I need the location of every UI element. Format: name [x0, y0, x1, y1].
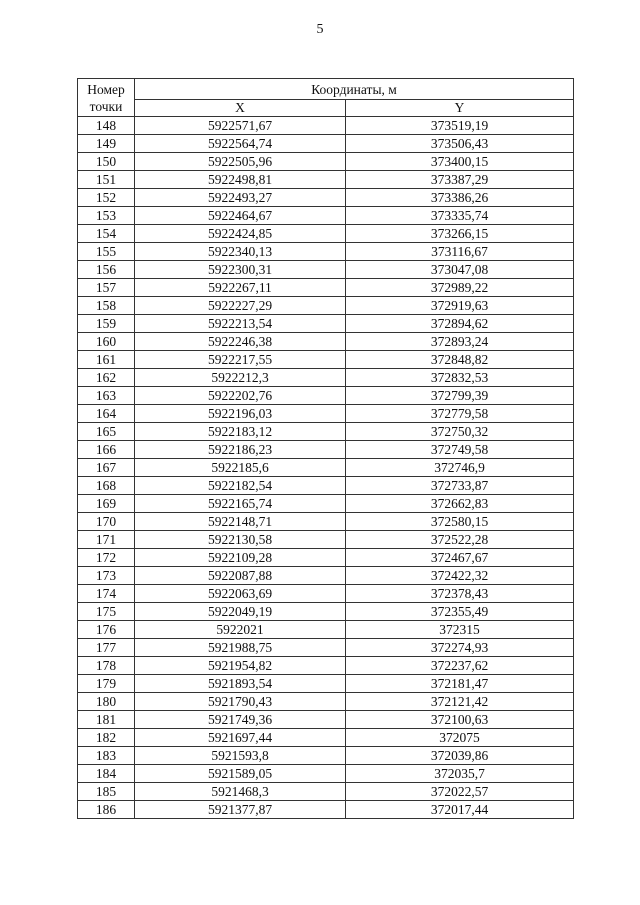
- table-row: [78, 279, 574, 297]
- x-coordinate-cell: 5922063,69: [135, 585, 346, 603]
- table-row: [78, 783, 574, 801]
- x-coordinate-cell: 5922227,29: [135, 297, 346, 315]
- x-coordinate-cell: 5922021: [135, 621, 346, 639]
- x-coordinate-cell: 5922130,58: [135, 531, 346, 549]
- x-coordinate-cell: 5921377,87: [135, 801, 346, 819]
- y-coordinate-cell: 372749,58: [346, 441, 574, 459]
- page-number: 5: [316, 22, 324, 37]
- y-coordinate-cell: 373335,74: [346, 207, 574, 225]
- point-number-cell: 155: [78, 243, 135, 261]
- point-number-cell: 153: [78, 207, 135, 225]
- y-coordinate-cell: 372746,9: [346, 459, 574, 477]
- x-coordinate-cell: 5921988,75: [135, 639, 346, 657]
- point-number-cell: 164: [78, 405, 135, 423]
- x-coordinate-cell: 5922109,28: [135, 549, 346, 567]
- point-number-cell: 161: [78, 351, 135, 369]
- x-coordinate-cell: 5922087,88: [135, 567, 346, 585]
- y-coordinate-cell: 372121,42: [346, 693, 574, 711]
- y-coordinate-cell: 372989,22: [346, 279, 574, 297]
- y-coordinate-cell: 372894,62: [346, 315, 574, 333]
- point-number-cell: 152: [78, 189, 135, 207]
- point-number-cell: 163: [78, 387, 135, 405]
- table-row: [78, 153, 574, 171]
- y-coordinate-cell: 372039,86: [346, 747, 574, 765]
- point-number-cell: 183: [78, 747, 135, 765]
- table-header: [78, 79, 574, 117]
- y-coordinate-cell: 373386,26: [346, 189, 574, 207]
- y-coordinate-cell: 373506,43: [346, 135, 574, 153]
- table-row: [78, 801, 574, 819]
- table-row: [78, 495, 574, 513]
- table-row: [78, 441, 574, 459]
- table-row: [78, 747, 574, 765]
- y-coordinate-cell: 373047,08: [346, 261, 574, 279]
- y-coordinate-cell: 372274,93: [346, 639, 574, 657]
- point-number-cell: 167: [78, 459, 135, 477]
- table-row: [78, 207, 574, 225]
- point-number-cell: 151: [78, 171, 135, 189]
- table-row: [78, 261, 574, 279]
- table-row: [78, 531, 574, 549]
- table-row: [78, 459, 574, 477]
- x-coordinate-cell: 5921790,43: [135, 693, 346, 711]
- y-coordinate-cell: 373387,29: [346, 171, 574, 189]
- point-number-cell: 175: [78, 603, 135, 621]
- table-row: [78, 117, 574, 135]
- point-number-cell: 148: [78, 117, 135, 135]
- point-number-cell: 178: [78, 657, 135, 675]
- table-row: [78, 711, 574, 729]
- table-row: [78, 333, 574, 351]
- table-row: [78, 567, 574, 585]
- table-row: [78, 639, 574, 657]
- table-row: [78, 405, 574, 423]
- y-coordinate-cell: 372779,58: [346, 405, 574, 423]
- y-coordinate-cell: 372832,53: [346, 369, 574, 387]
- point-number-cell: 159: [78, 315, 135, 333]
- x-coordinate-cell: 5922505,96: [135, 153, 346, 171]
- point-number-header: [78, 79, 135, 117]
- table-row: [78, 693, 574, 711]
- x-coordinate-cell: 5921593,8: [135, 747, 346, 765]
- point-number-cell: 179: [78, 675, 135, 693]
- x-coordinate-cell: 5921697,44: [135, 729, 346, 747]
- point-number-cell: 185: [78, 783, 135, 801]
- y-coordinate-cell: 372075: [346, 729, 574, 747]
- y-coordinate-cell: 372035,7: [346, 765, 574, 783]
- point-number-cell: 177: [78, 639, 135, 657]
- x-coordinate-cell: 5922049,19: [135, 603, 346, 621]
- x-coordinate-cell: 5922212,3: [135, 369, 346, 387]
- table-row: [78, 657, 574, 675]
- point-number-cell: 165: [78, 423, 135, 441]
- y-coordinate-cell: 372750,32: [346, 423, 574, 441]
- coordinates-header: Координаты, м: [135, 79, 574, 100]
- y-coordinate-cell: 372378,43: [346, 585, 574, 603]
- x-coordinate-cell: 5922340,13: [135, 243, 346, 261]
- point-number-cell: 168: [78, 477, 135, 495]
- point-number-cell: 150: [78, 153, 135, 171]
- point-number-cell: 174: [78, 585, 135, 603]
- y-coordinate-cell: 372662,83: [346, 495, 574, 513]
- table-row: [78, 369, 574, 387]
- point-number-cell: 176: [78, 621, 135, 639]
- y-coordinate-cell: 372799,39: [346, 387, 574, 405]
- x-coordinate-cell: 5922246,38: [135, 333, 346, 351]
- table-row: [78, 621, 574, 639]
- point-number-cell: 160: [78, 333, 135, 351]
- point-number-cell: 157: [78, 279, 135, 297]
- y-coordinate-cell: 372237,62: [346, 657, 574, 675]
- point-number-cell: 180: [78, 693, 135, 711]
- x-coordinate-cell: 5922202,76: [135, 387, 346, 405]
- x-coordinate-cell: 5922424,85: [135, 225, 346, 243]
- table-row: [78, 189, 574, 207]
- x-coordinate-cell: 5921749,36: [135, 711, 346, 729]
- table-row: [78, 477, 574, 495]
- point-number-cell: 169: [78, 495, 135, 513]
- table-row: [78, 765, 574, 783]
- y-coordinate-cell: 372919,63: [346, 297, 574, 315]
- y-coordinate-cell: 372848,82: [346, 351, 574, 369]
- point-number-cell: 170: [78, 513, 135, 531]
- x-coordinate-cell: 5922493,27: [135, 189, 346, 207]
- y-coordinate-cell: 372580,15: [346, 513, 574, 531]
- table-body: [78, 117, 574, 819]
- x-coordinate-cell: 5922182,54: [135, 477, 346, 495]
- point-number-cell: 156: [78, 261, 135, 279]
- table-row: [78, 603, 574, 621]
- table-row: [78, 513, 574, 531]
- x-coordinate-cell: 5922564,74: [135, 135, 346, 153]
- x-coordinate-cell: 5922183,12: [135, 423, 346, 441]
- point-number-header-line2: точки: [89, 98, 123, 114]
- point-number-cell: 166: [78, 441, 135, 459]
- table-row: [78, 387, 574, 405]
- x-coordinate-cell: 5921468,3: [135, 783, 346, 801]
- point-number-header-line1: Номер: [87, 81, 125, 97]
- y-coordinate-cell: 372022,57: [346, 783, 574, 801]
- x-coordinate-cell: 5922267,11: [135, 279, 346, 297]
- table-row: [78, 225, 574, 243]
- point-number-cell: 182: [78, 729, 135, 747]
- table-row: [78, 351, 574, 369]
- x-coordinate-cell: 5922148,71: [135, 513, 346, 531]
- y-coordinate-cell: 372017,44: [346, 801, 574, 819]
- y-coordinate-cell: 372733,87: [346, 477, 574, 495]
- table-row: [78, 135, 574, 153]
- table-row: [78, 675, 574, 693]
- x-coordinate-cell: 5922185,6: [135, 459, 346, 477]
- y-coordinate-cell: 372522,28: [346, 531, 574, 549]
- y-coordinate-cell: 373116,67: [346, 243, 574, 261]
- point-number-cell: 158: [78, 297, 135, 315]
- point-number-cell: 154: [78, 225, 135, 243]
- x-coordinate-cell: 5921893,54: [135, 675, 346, 693]
- table-row: [78, 243, 574, 261]
- y-column-header: Y: [346, 100, 574, 117]
- x-coordinate-cell: 5922498,81: [135, 171, 346, 189]
- y-coordinate-cell: 373266,15: [346, 225, 574, 243]
- point-number-cell: 171: [78, 531, 135, 549]
- table-row: [78, 585, 574, 603]
- x-coordinate-cell: 5922300,31: [135, 261, 346, 279]
- x-coordinate-cell: 5922464,67: [135, 207, 346, 225]
- table-row: [78, 423, 574, 441]
- x-coordinate-cell: 5922217,55: [135, 351, 346, 369]
- y-coordinate-cell: 372355,49: [346, 603, 574, 621]
- y-coordinate-cell: 373519,19: [346, 117, 574, 135]
- coordinates-table: [77, 78, 574, 819]
- point-number-cell: 162: [78, 369, 135, 387]
- y-coordinate-cell: 373400,15: [346, 153, 574, 171]
- table-row: [78, 171, 574, 189]
- point-number-cell: 173: [78, 567, 135, 585]
- y-coordinate-cell: 372893,24: [346, 333, 574, 351]
- x-coordinate-cell: 5922213,54: [135, 315, 346, 333]
- x-coordinate-cell: 5922196,03: [135, 405, 346, 423]
- y-coordinate-cell: 372181,47: [346, 675, 574, 693]
- x-coordinate-cell: 5922186,23: [135, 441, 346, 459]
- x-coordinate-cell: 5922571,67: [135, 117, 346, 135]
- y-coordinate-cell: 372467,67: [346, 549, 574, 567]
- y-coordinate-cell: 372422,32: [346, 567, 574, 585]
- table-row: [78, 729, 574, 747]
- table-row: [78, 315, 574, 333]
- y-coordinate-cell: 372315: [346, 621, 574, 639]
- header-row-top: [78, 79, 574, 100]
- y-coordinate-cell: 372100,63: [346, 711, 574, 729]
- table-row: [78, 297, 574, 315]
- x-column-header: X: [135, 100, 346, 117]
- header-row-bottom: [78, 100, 574, 117]
- x-coordinate-cell: 5922165,74: [135, 495, 346, 513]
- point-number-cell: 149: [78, 135, 135, 153]
- point-number-cell: 172: [78, 549, 135, 567]
- point-number-cell: 186: [78, 801, 135, 819]
- point-number-cell: 184: [78, 765, 135, 783]
- x-coordinate-cell: 5921589,05: [135, 765, 346, 783]
- point-number-cell: 181: [78, 711, 135, 729]
- x-coordinate-cell: 5921954,82: [135, 657, 346, 675]
- table-row: [78, 549, 574, 567]
